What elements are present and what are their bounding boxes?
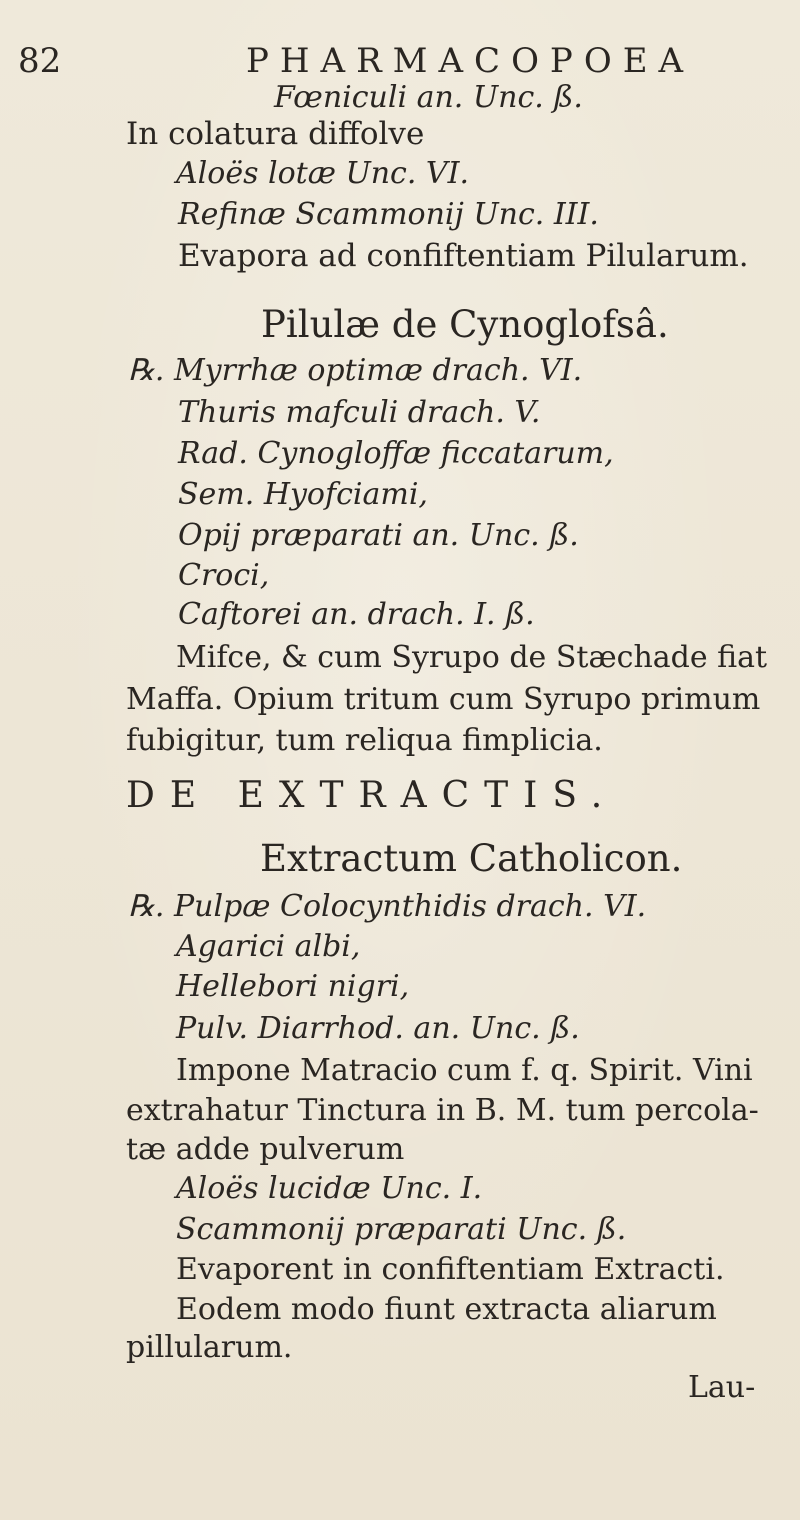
text-line: Eodem modo fiunt extracta aliarum	[176, 1292, 717, 1327]
section-heading: Pilulæ de Cynoglofsâ.	[261, 303, 669, 346]
text-line: extrahatur Tinctura in B. M. tum percola-	[126, 1093, 759, 1128]
recipe-line: ℞. Myrrhæ optimæ drach. VI.	[128, 353, 583, 388]
recipe-line: Sem. Hyofciami,	[178, 477, 428, 512]
recipe-line: Agarici albi,	[176, 929, 361, 964]
text-line: fubigitur, tum reliqua fimplicia.	[126, 723, 603, 758]
text-line: pillularum.	[126, 1330, 293, 1365]
recipe-line: Scammonij præparati Unc. ß.	[176, 1212, 627, 1247]
recipe-line: ℞. Pulpæ Colocynthidis drach. VI.	[128, 889, 647, 924]
chapter-heading: DE EXTRACTIS.	[126, 775, 618, 816]
text-line: Evaporent in confiftentiam Extracti.	[176, 1252, 725, 1287]
text-line: Aloës lotæ Unc. VI.	[176, 156, 469, 191]
section-heading: Extractum Catholicon.	[260, 837, 683, 880]
recipe-line: Opij præparati an. Unc. ß.	[178, 518, 579, 553]
text-line: Mifce, & cum Syrupo de Stæchade fiat	[176, 640, 768, 675]
text-line: tæ adde pulverum	[126, 1132, 405, 1167]
text-line: In colatura diffolve	[126, 116, 425, 152]
recipe-line: Thuris mafculi drach. V.	[178, 395, 541, 430]
catchword: Lau-	[688, 1370, 756, 1405]
recipe-line: Hellebori nigri,	[176, 969, 410, 1004]
text-line: Refinæ Scammonij Unc. III.	[178, 197, 599, 232]
recipe-line: Caftorei an. drach. I. ß.	[178, 597, 535, 632]
text-line: Evapora ad confiftentiam Pilularum.	[178, 238, 749, 274]
text-line: Impone Matracio cum f. q. Spirit. Vini	[176, 1053, 753, 1088]
recipe-line: Rad. Cynogloffæ ficcatarum,	[178, 436, 614, 471]
recipe-line: Aloës lucidæ Unc. I.	[176, 1171, 483, 1206]
page-number: 82	[18, 41, 62, 81]
recipe-line: Croci,	[178, 558, 270, 593]
recipe-line: Pulv. Diarrhod. an. Unc. ß.	[176, 1011, 580, 1046]
text-line: Fœniculi an. Unc. ß.	[274, 80, 583, 115]
text-line: Maffa. Opium tritum cum Syrupo primum	[126, 682, 761, 717]
running-title: PHARMACOPOEA	[246, 41, 695, 81]
